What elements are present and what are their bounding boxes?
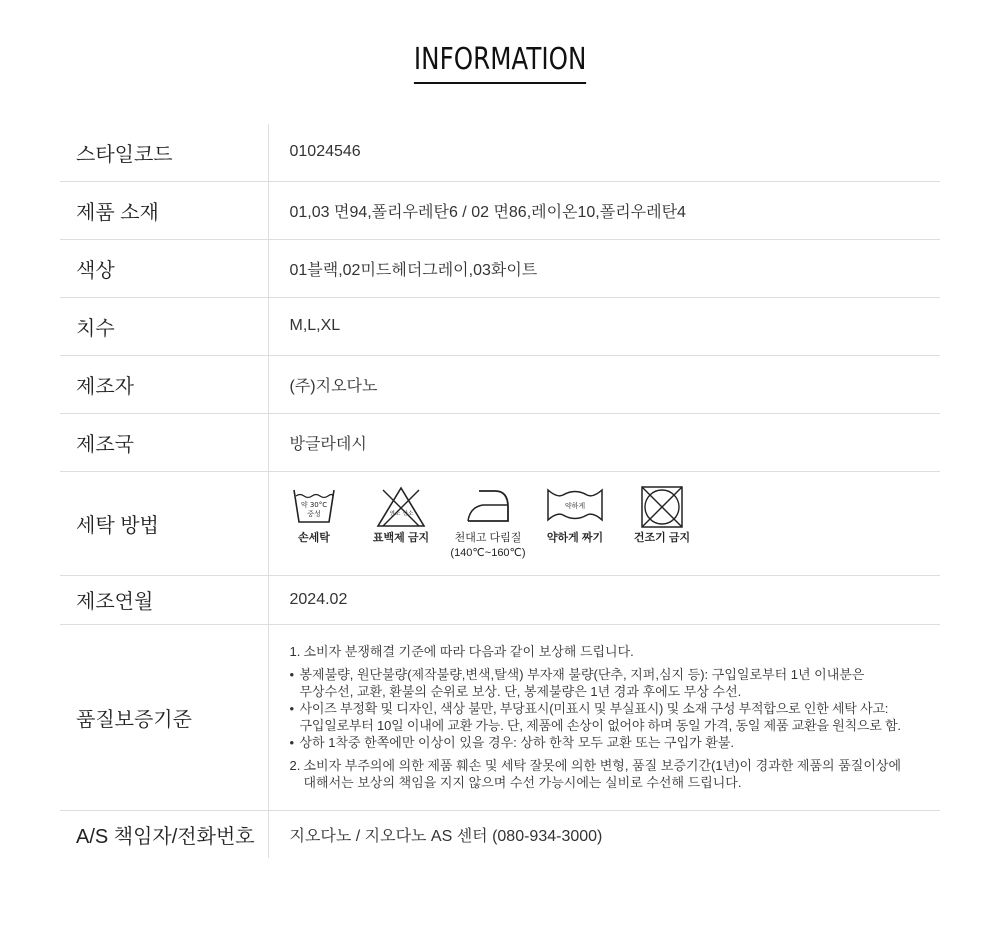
wash-item-hand-wash	[271, 485, 358, 546]
row-label: A/S 책임자/전화번호	[60, 810, 268, 858]
quality-number: 2.	[289, 758, 301, 773]
table-row	[60, 355, 940, 413]
bullet-mark: •	[289, 701, 295, 716]
no-bleach-oxygen: 산소	[402, 511, 414, 517]
quality-text-line: 구입일로부터 10일 이내에 교환 가능. 단, 제품에 손상이 없어야 하며 동일 가격, 동일 제품 교환을 원칙으로 함.	[299, 718, 901, 733]
row-value: 2024.02	[268, 575, 940, 624]
row-label: 세탁 방법	[60, 471, 268, 575]
row-value: M,L,XL	[268, 297, 940, 355]
no-bleach-chlorine: 염소	[389, 511, 401, 517]
page-title: INFORMATION	[414, 40, 586, 84]
bullet-mark: •	[289, 735, 295, 750]
quality-text-line: 소비자 부주의에 의한 제품 훼손 및 세탁 잘못에 의한 변형, 품질 보증기간(1년)이 경과한 제품의 품질이상에	[303, 758, 902, 773]
quality-text-line: 소비자 분쟁해결 기준에 따라 다음과 같이 보상해 드립니다.	[303, 644, 634, 659]
row-value: 01024546	[268, 124, 940, 181]
table-row	[60, 413, 940, 471]
quality-text	[268, 624, 940, 810]
row-value: 01,03 면94,폴리우레탄6 / 02 면86,레이온10,폴리우레탄4	[268, 181, 940, 239]
row-label: 품질보증기준	[60, 624, 268, 810]
wash-caption: 손세탁	[298, 532, 330, 544]
row-label: 치수	[60, 297, 268, 355]
wash-item-no-tumble-dry	[619, 485, 706, 546]
quality-block	[290, 643, 941, 791]
wash-item-iron	[445, 485, 532, 561]
quality-text-line: 무상수선, 교환, 환불의 순위로 보상. 단, 봉제불량은 1년 경과 후에도 무상 수선.	[299, 684, 742, 699]
row-label: 제조연월	[60, 575, 268, 624]
quality-item-2	[290, 757, 941, 791]
row-label: 제조자	[60, 355, 268, 413]
hand-wash-temp: 약 30°C	[300, 501, 328, 509]
wash-caption: 약하게 짜기	[546, 532, 604, 544]
table-row	[60, 624, 940, 810]
row-label: 제조국	[60, 413, 268, 471]
wash-item-gentle-wring	[532, 485, 619, 546]
wash-item-no-bleach	[358, 485, 445, 546]
quality-item-1	[290, 643, 941, 660]
table-row	[60, 124, 940, 181]
row-value: 01블랙,02미드헤더그레이,03화이트	[268, 239, 940, 297]
wash-caption-sub: (140℃~160℃)	[450, 547, 526, 559]
wash-icons	[268, 471, 940, 575]
quality-text-line: 사이즈 부정확 및 디자인, 색상 불만, 부당표시(미표시 및 부실표시) 및 소재 구성 부적합으로 인한 세탁 사고:	[299, 701, 889, 716]
quality-bullet	[290, 700, 941, 734]
wash-caption: 표백제 금지	[372, 532, 430, 544]
gentle-wring-icon	[545, 485, 605, 525]
quality-text-line: 대해서는 보상의 책임을 지지 않으며 수선 가능시에는 실비로 수선해 드립니다.	[303, 775, 742, 790]
table-row	[60, 575, 940, 624]
info-table	[60, 124, 940, 858]
wash-caption: 건조기 금지	[633, 532, 691, 544]
gentle-wring-text: 약하게	[564, 502, 586, 510]
row-value: (주)지오다노	[268, 355, 940, 413]
quality-number: 1.	[289, 644, 301, 659]
hand-wash-detergent: 중성	[307, 510, 321, 518]
wash-icon-list	[271, 485, 941, 561]
row-label: 스타일코드	[60, 124, 268, 181]
no-tumble-dry-icon	[639, 485, 685, 529]
hand-wash-icon	[291, 485, 337, 525]
quality-text-line: 상하 1착중 한쪽에만 이상이 있을 경우: 상하 한착 모두 교환 또는 구입가 환불.	[299, 735, 735, 750]
table-row	[60, 471, 940, 575]
wash-caption-main: 천대고 다림질	[454, 532, 522, 544]
quality-text-line: 봉제불량, 원단불량(제작불량,변색,탈색) 부자재 불량(단추, 지퍼,심지 등): 구입일로부터 1년 이내분은	[299, 667, 865, 682]
table-row	[60, 239, 940, 297]
no-bleach-icon	[375, 485, 427, 529]
row-value: 방글라데시	[268, 413, 940, 471]
bullet-mark: •	[289, 667, 295, 682]
page-title-wrap	[0, 40, 1000, 84]
wash-caption	[450, 531, 525, 561]
quality-bullet	[290, 734, 941, 751]
quality-bullet	[290, 666, 941, 700]
table-row	[60, 297, 940, 355]
row-label: 제품 소재	[60, 181, 268, 239]
iron-icon	[465, 485, 511, 525]
table-row	[60, 181, 940, 239]
row-label: 색상	[60, 239, 268, 297]
table-row	[60, 810, 940, 858]
row-value: 지오다노 / 지오다노 AS 센터 (080-934-3000)	[289, 827, 603, 845]
